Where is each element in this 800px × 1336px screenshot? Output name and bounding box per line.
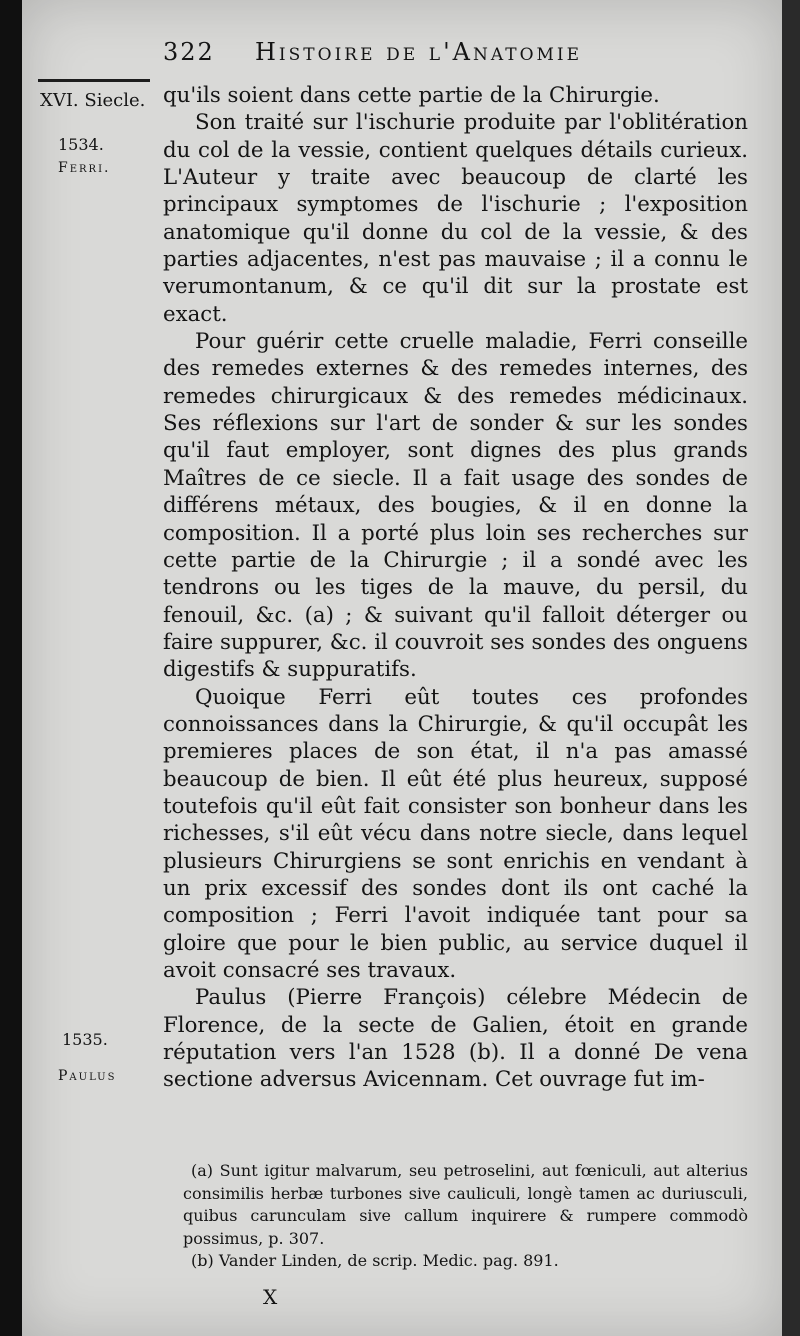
footnote-a: (a) Sunt igitur malvarum, seu petroselini, aut fœniculi, aut alterius consimilis herbæ turbones sive cauliculi, longè tamen ac duriusculi, quibus carunculam sive callum inquirere & rumpere commodò possimus, p. 307. bbox=[183, 1161, 748, 1248]
header-rule bbox=[38, 79, 150, 82]
body-text bbox=[163, 82, 748, 1094]
margin-note-ferri: Ferri. bbox=[58, 160, 111, 176]
running-title: Histoire de l'Anatomie bbox=[255, 38, 583, 66]
book-spine-shadow bbox=[0, 0, 22, 1336]
margin-note-year-1534: 1534. bbox=[58, 135, 104, 154]
signature-mark: X bbox=[263, 1285, 279, 1309]
paragraph-remedes: Pour guérir cette cruelle maladie, Ferri conseille des remedes externes & des remedes internes, des remedes chirurgicaux & des remedes médicinaux. Ses réflexions sur l'art de sonder & sur les sondes qu'il faut employer, sont dignes des plus grands Maîtres de ce siecle. Il a fait usage des sondes de différens métaux, des bougies, & il en donne la composition. Il a porté plus loin ses recherches sur cette partie de la Chirurgie ; il a sondé avec les tendrons ou les tiges de la mauve, du persil, du fenouil, &c. (a) ; & suivant qu'il falloit déterger ou faire suppurer, &c. il couvroit ses sondes des onguens digestifs & suppuratifs. bbox=[163, 329, 748, 683]
margin-note-year-1535: 1535. bbox=[62, 1030, 108, 1049]
paragraph-continuation: qu'ils soient dans cette partie de la Chirurgie. bbox=[163, 83, 660, 108]
footnote-b: (b) Vander Linden, de scrip. Medic. pag. 891. bbox=[191, 1251, 559, 1270]
paragraph-fortune: Quoique Ferri eût toutes ces profondes connoissances dans la Chirurgie, & qu'il occupât les premieres places de son état, il n'a pas amassé beaucoup de bien. Il eût été plus heureux, supposé toutefois qu'il eût fait consister son bonheur dans les richesses, s'il eût vécu dans notre siecle, dans lequel plusieurs Chirurgiens se sont enrichis en vendant à un prix excessif des sondes dont ils ont caché la composition ; Ferri l'avoit indiquée tant pour sa gloire que pour le bien public, au service duquel il avoit consacré ses travaux. bbox=[163, 684, 748, 983]
page-number: 322 bbox=[163, 38, 215, 66]
margin-note-paulus: Paulus bbox=[58, 1068, 117, 1084]
running-header bbox=[163, 38, 753, 74]
margin-note-century: XVI. Siecle. bbox=[40, 90, 146, 111]
paragraph-paulus: Paulus (Pierre François) célebre Médecin de Florence, de la secte de Galien, étoit en grande réputation vers l'an 1528 (b). Il a donné De vena sectione adversus Avicennam. Cet ouvrage fut im- bbox=[163, 985, 748, 1093]
footnotes bbox=[183, 1160, 748, 1273]
page-edge-shadow bbox=[782, 0, 800, 1336]
paragraph-ischurie: Son traité sur l'ischurie produite par l'oblitération du col de la vessie, contient quelques détails curieux. L'Auteur y traite avec beaucoup de clarté les principaux symptomes de l'ischurie ; l'exposition anatomique qu'il donne du col de la vessie, & des parties adjacentes, n'est pas mauvaise ; il a connu le verumontanum, & ce qu'il dit sur la prostate est exact. bbox=[163, 110, 748, 327]
